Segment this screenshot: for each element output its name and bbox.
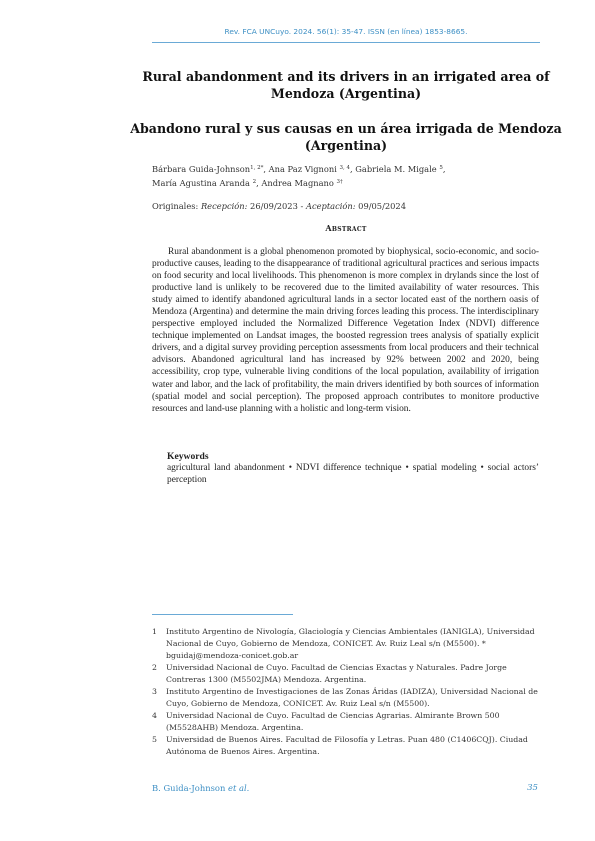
footnote-number: 5: [152, 735, 157, 745]
author-affiliation: 3†: [336, 179, 343, 185]
submission-dates: [152, 201, 540, 211]
footnote-number: 2: [152, 663, 157, 673]
author-name: Andrea Magnano: [261, 178, 334, 188]
author-affiliation: 3, 4: [339, 165, 351, 171]
english-title: Rural abandonment and its drivers in an irrigated area of Mendoza (Argentina): [142, 69, 550, 101]
author-affiliation: 2: [252, 179, 257, 185]
author-separator: ,: [263, 164, 269, 174]
author-separator: ,: [442, 164, 446, 174]
footer-etal: et al.: [228, 783, 250, 793]
accepted-date: 09/05/2024: [355, 201, 406, 211]
running-author: [152, 783, 249, 793]
footnote-number: 4: [152, 711, 157, 721]
abstract-body: Rural abandonment is a global phenomenon promoted by biophysical, socio-economic, and socio-productive causes, leading to the disappearance of traditional agricultural practices and serious impacts on food security and local livelihoods. This phenomenon is more complex in drylands since the lost of productive land is unlikely to be recovered due to the limited availability of water resources. This study aimed to identify abandoned agricultural lands in a sector located east of the northern oasis of Mendoza (Argentina) and determine the main driving forces leading this process. The interdisciplinary perspective employed included the Normalized Difference Vegetation Index (NDVI) difference technique implemented on Landsat images, the boosted regression trees analysis of spatially explicit drivers, and a digital survey providing perception assessments from local producers and their technical advisors. Abandoned agricultural land has increased by 92% between 2002 and 2020, being accessibility, crop type, vulnerable living conditions of the local population, availability of irrigation water and labor, and the lack of profitability, the main drivers identified by both sources of information (spatial model and social perception). The proposed approach contributes to monitore productive resources and land-use planning with a holistic and long-term vision.: [152, 247, 539, 414]
received-label: Recepción:: [200, 201, 248, 211]
received-date: 26/09/2023 -: [247, 201, 306, 211]
footnote-text: Instituto Argentino de Nivología, Glaciología y Ciencias Ambientales (IANIGLA), Universidad Nacional de Cuyo, Gobierno de Mendoza, CONICET. Av. Ruiz Leal s/n (M5500). * bguidaj@mendoza-conicet.gob.ar: [166, 627, 535, 661]
abstract-heading: Abstract: [325, 223, 367, 233]
author-name: María Agustina Aranda: [152, 178, 250, 188]
author-affiliation: 1, 2*: [250, 165, 264, 171]
author-affiliation: 5: [439, 165, 443, 171]
page-number: 35: [527, 783, 538, 793]
footnote-item: [152, 686, 540, 710]
spanish-title: Abandono rural y sus causas en un área irrigada de Mendoza (Argentina): [130, 121, 562, 153]
footnote-text: Universidad Nacional de Cuyo. Facultad de Ciencias Agrarias. Almirante Brown 500 (M5528AHB) Mendoza. Argentina.: [166, 711, 500, 733]
author-name: Ana Paz Vignoni: [268, 164, 337, 174]
footnote-item: [152, 710, 540, 734]
affiliation-footnotes: [152, 626, 540, 759]
footnote-item: [152, 626, 540, 662]
keywords-heading: Keywords: [167, 451, 209, 462]
dates-prefix: Originales:: [152, 201, 201, 211]
footnote-item: [152, 734, 540, 758]
footnote-text: Instituto Argentino de Investigaciones de las Zonas Áridas (IADIZA), Universidad Nacional de Cuyo, Gobierno de Mendoza, CONICET. Av. Ruiz Leal s/n (M5500).: [166, 687, 538, 709]
author-separator: ,: [350, 164, 356, 174]
author-name: Gabriela M. Migale: [355, 164, 437, 174]
author-separator: ,: [256, 178, 262, 188]
accepted-label: Aceptación:: [305, 201, 356, 211]
footnote-text: Universidad Nacional de Cuyo. Facultad de Ciencias Exactas y Naturales. Padre Jorge Contreras 1300 (M5502JMA) Mendoza. Argentina.: [166, 663, 507, 685]
footnote-number: 3: [152, 687, 157, 697]
author-name: Bárbara Guida-Johnson: [152, 164, 251, 174]
footnote-text: Universidad de Buenos Aires. Facultad de Filosofía y Letras. Puan 480 (C1406CQJ). Ciudad Autónoma de Buenos Aires. Argentina.: [166, 735, 528, 757]
footnote-rule: [152, 614, 293, 615]
footer-author: B. Guida-Johnson: [152, 783, 229, 793]
footnote-number: 1: [152, 627, 157, 636]
author-list: [152, 162, 540, 190]
footnote-item: [152, 662, 540, 686]
journal-citation: Rev. FCA UNCuyo. 2024. 56(1): 35-47. ISSN (en línea) 1853-8665.: [224, 27, 468, 36]
header-rule: [152, 42, 540, 43]
keywords-list: agricultural land abandonment • NDVI difference technique • spatial modeling • social actors’ perception: [167, 463, 539, 486]
